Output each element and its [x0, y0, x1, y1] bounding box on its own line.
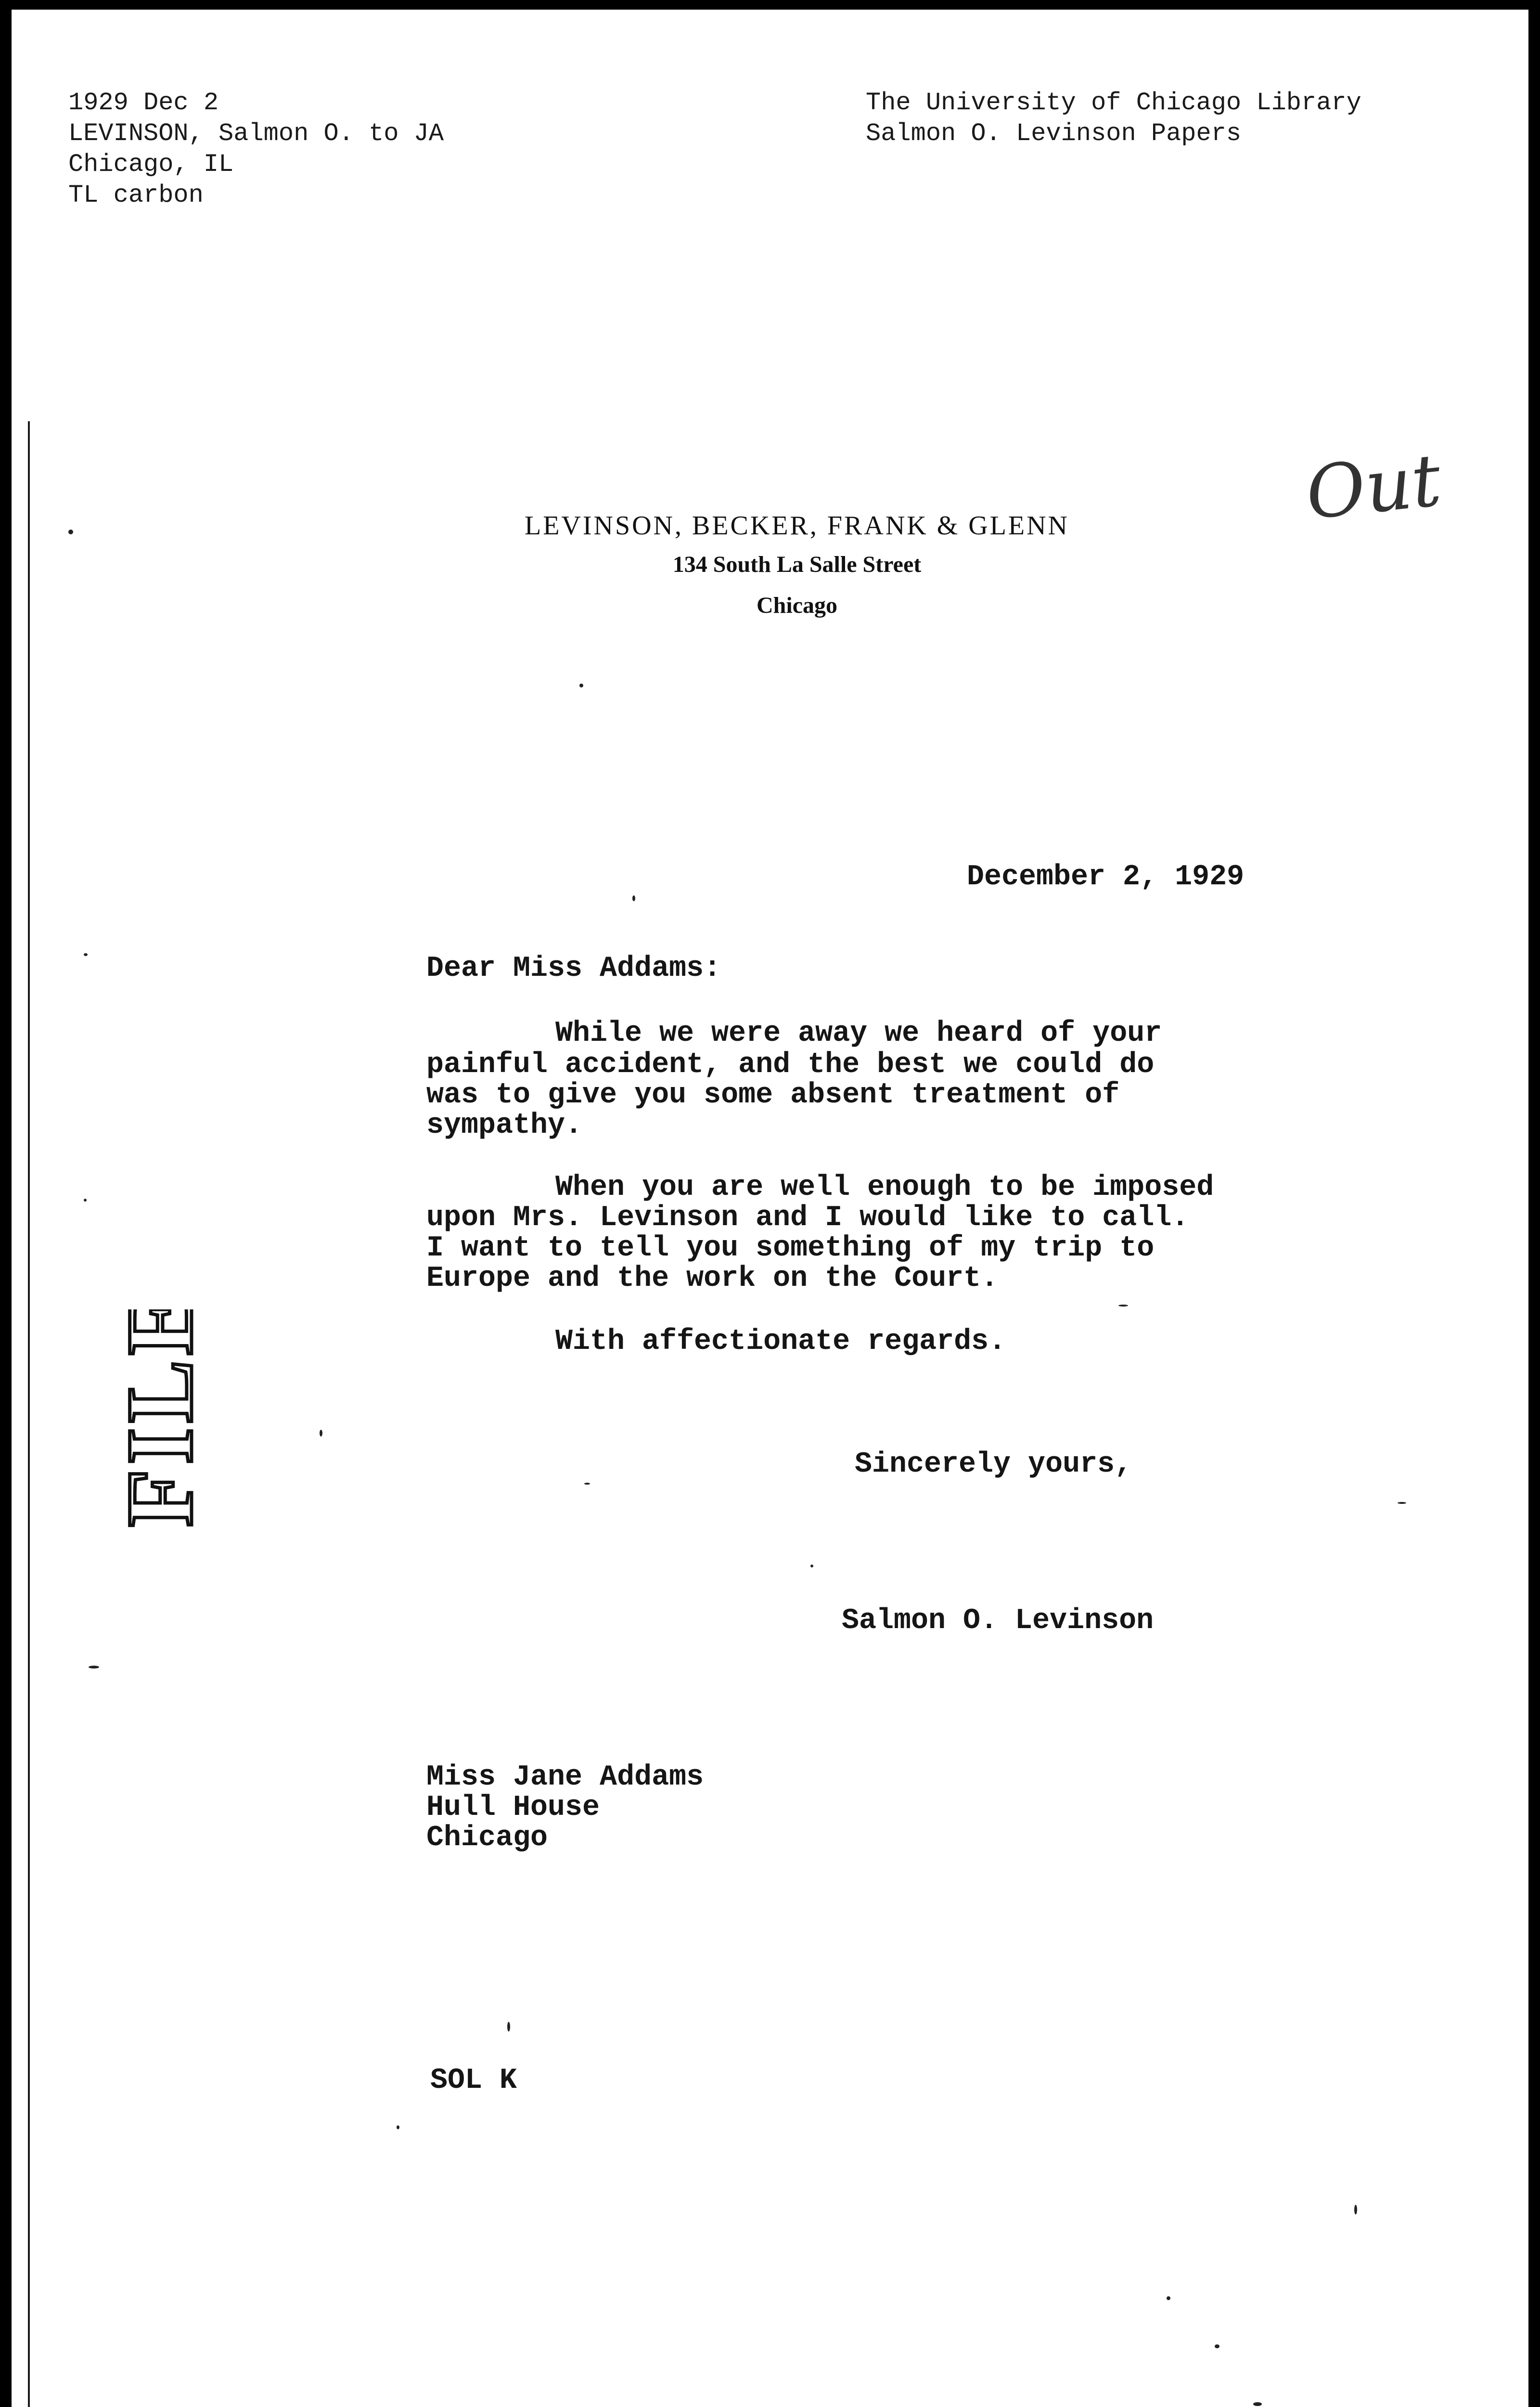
letterhead-street: 134 South La Salle Street — [672, 552, 922, 577]
scan-speck — [507, 2022, 510, 2032]
catalog-collection: Salmon O. Levinson Papers — [866, 119, 1242, 148]
scan-speck — [1398, 1502, 1406, 1504]
left-margin-rule — [28, 421, 30, 2407]
catalog-place: Chicago, IL — [68, 150, 234, 179]
handwritten-out-annotation: Out — [1302, 438, 1445, 536]
scan-speck — [1167, 2296, 1170, 2300]
letterhead-city: Chicago — [757, 593, 837, 618]
scan-speck — [1253, 2402, 1262, 2406]
typist-initials: SOL K — [430, 2064, 517, 2097]
scan-speck — [1118, 1305, 1128, 1307]
scan-speck — [397, 2125, 399, 2129]
letterhead-firm: LEVINSON, BECKER, FRANK & GLENN — [525, 511, 1069, 541]
recipient-line: Chicago — [426, 1822, 548, 1854]
catalog-correspondents: LEVINSON, Salmon O. to JA — [68, 119, 444, 148]
scan-speck — [68, 530, 73, 534]
letter-closing: Sincerely yours, — [855, 1448, 1132, 1481]
letter-salutation: Dear Miss Addams: — [426, 952, 721, 985]
catalog-repository: The University of Chicago Library — [866, 89, 1361, 117]
recipient-line: Miss Jane Addams — [426, 1761, 704, 1794]
file-stamp — [101, 1309, 215, 1531]
document-page — [12, 10, 1528, 2407]
scan-speck — [84, 1199, 87, 1202]
scan-speck — [320, 1430, 322, 1436]
scan-speck — [579, 684, 583, 687]
scan-speck — [1354, 2205, 1357, 2214]
catalog-format: TL carbon — [68, 181, 204, 209]
paragraph2-line: I want to tell you something of my trip to — [426, 1232, 1155, 1265]
scan-speck — [84, 953, 88, 956]
letter-signature: Salmon O. Levinson — [842, 1605, 1154, 1637]
file-stamp-text: FILE — [108, 1309, 212, 1527]
paragraph1-line: was to give you some absent treatment of — [426, 1079, 1120, 1112]
paragraph1-line: painful accident, and the best we could do — [426, 1048, 1155, 1081]
paragraph1-line: sympathy. — [426, 1109, 583, 1142]
paragraph2-line: upon Mrs. Levinson and I would like to call. — [426, 1202, 1189, 1234]
scan-speck — [1215, 2344, 1219, 2348]
paragraph2-line: When you are well enough to be imposed — [555, 1171, 1214, 1204]
recipient-line: Hull House — [426, 1791, 600, 1824]
scan-speck — [89, 1666, 99, 1669]
paragraph1-line: While we were away we heard of your — [555, 1017, 1162, 1050]
letter-regards: With affectionate regards. — [555, 1325, 1006, 1358]
paragraph2-line: Europe and the work on the Court. — [426, 1262, 999, 1295]
catalog-date: 1929 Dec 2 — [68, 89, 219, 117]
scan-speck — [810, 1565, 813, 1567]
letter-date: December 2, 1929 — [967, 861, 1245, 893]
scan-speck — [584, 1483, 590, 1485]
scan-speck — [632, 895, 635, 901]
